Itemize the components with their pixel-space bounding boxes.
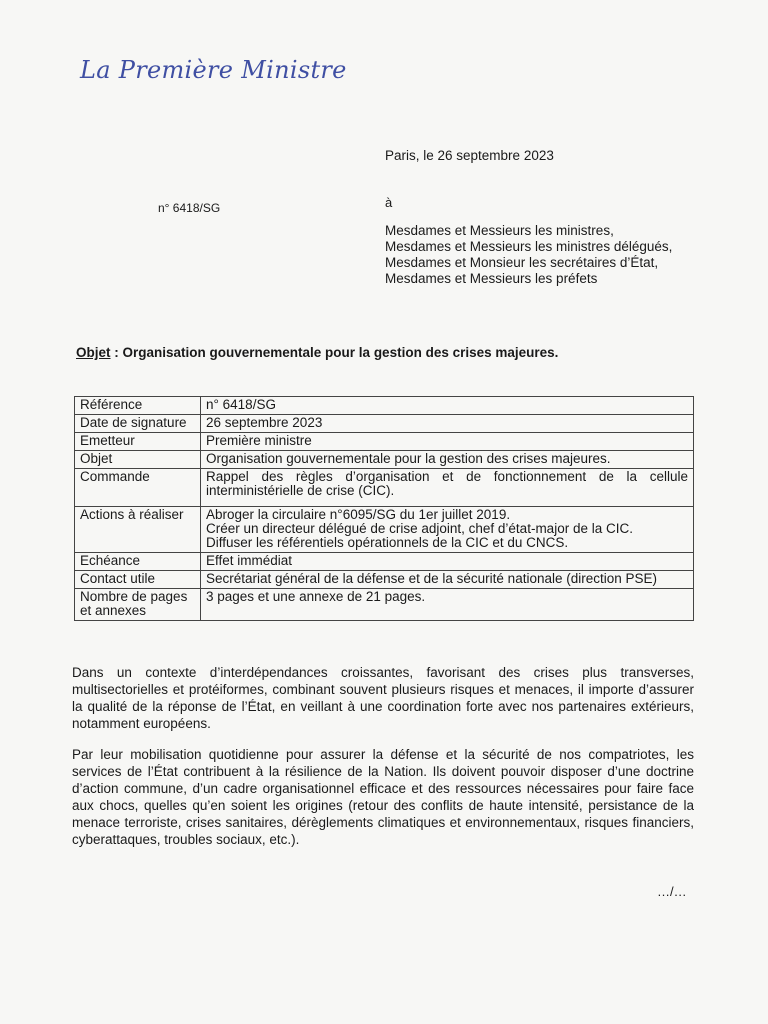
body-paragraph: Par leur mobilisation quotidienne pour assurer la défense et la sécurité de nos compatriotes, les services de l’État contribuent à la résilience de la Nation. Ils doivent pouvoir disposer d’une doctrine d’action commune, d’un cadre organisationnel efficace et des ressources nécessaires pour faire face aux chocs, quelles qu’en soient les origines (retour des conflits de haute intensité, persistance de la menace terroriste, crises sanitaires, dérèglements climatiques et environnementaux, risques financiers, cyberattaques, troubles sociaux, etc.). — [72, 747, 694, 847]
addressee-preposition: à — [385, 195, 393, 210]
table-row — [75, 571, 694, 589]
row-value: Rappel des règles d’organisation et de fonctionnement de la cellule interministérielle de crise (CIC). — [201, 469, 694, 507]
row-key: Référence — [75, 397, 201, 415]
signature-title: La Première Ministre — [80, 56, 347, 84]
row-value: n° 6418/SG — [201, 397, 694, 415]
row-key: Actions à réaliser — [75, 507, 201, 553]
object-line — [76, 345, 558, 360]
table-row — [75, 553, 694, 571]
addressee-line: Mesdames et Messieurs les ministres délégués, — [385, 239, 673, 254]
continuation-mark: …/… — [657, 884, 687, 899]
addressee-list — [385, 223, 672, 287]
object-label: Objet — [76, 345, 111, 360]
table-row — [75, 415, 694, 433]
row-value: 26 septembre 2023 — [201, 415, 694, 433]
table-row — [75, 433, 694, 451]
table-row — [75, 507, 694, 553]
addressee-line: Mesdames et Messieurs les ministres, — [385, 223, 614, 238]
addressee-line: Mesdames et Messieurs les préfets — [385, 271, 598, 286]
row-value: 3 pages et une annexe de 21 pages. — [201, 589, 694, 621]
reference-number: n° 6418/SG — [158, 201, 221, 215]
date-line: Paris, le 26 septembre 2023 — [385, 148, 554, 163]
table-row — [75, 451, 694, 469]
body-paragraph: Dans un contexte d’interdépendances croissantes, favorisant des crises plus transverses, multisectorielles et protéiformes, combinant souvent plusieurs risques et menaces, il importe d’assurer la qualité de la réponse de l’État, en veillant à une coordination forte avec nos partenaires extérieurs, notamment européens. — [72, 665, 694, 731]
row-key: Emetteur — [75, 433, 201, 451]
row-value: Organisation gouvernementale pour la gestion des crises majeures. — [201, 451, 694, 469]
row-key: Commande — [75, 469, 201, 507]
row-value: Première ministre — [201, 433, 694, 451]
table-row — [75, 397, 694, 415]
row-key: Nombre de pages et annexes — [75, 589, 201, 621]
object-text: Organisation gouvernementale pour la gestion des crises majeures. — [122, 345, 559, 360]
row-key: Date de signature — [75, 415, 201, 433]
row-key: Echéance — [75, 553, 201, 571]
row-key: Objet — [75, 451, 201, 469]
row-value: Secrétariat général de la défense et de la sécurité nationale (direction PSE) — [201, 571, 694, 589]
row-value — [201, 507, 694, 553]
action-line: Créer un directeur délégué de crise adjoint, chef d’état-major de la CIC. — [206, 521, 633, 536]
action-line: Abroger la circulaire n°6095/SG du 1er juillet 2019. — [206, 507, 511, 522]
summary-table — [74, 396, 694, 621]
table-row — [75, 469, 694, 507]
row-value: Effet immédiat — [201, 553, 694, 571]
row-key: Contact utile — [75, 571, 201, 589]
table-row — [75, 589, 694, 621]
addressee-line: Mesdames et Monsieur les secrétaires d’État, — [385, 255, 659, 270]
action-line: Diffuser les référentiels opérationnels de la CIC et du CNCS. — [206, 535, 569, 550]
object-separator: : — [110, 345, 123, 360]
